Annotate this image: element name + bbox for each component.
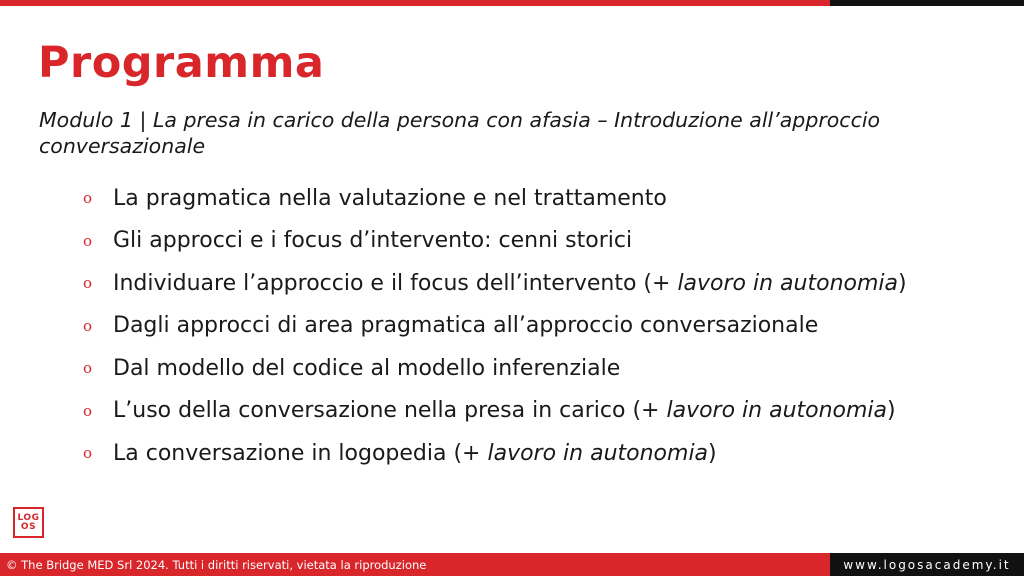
footer-copyright: © The Bridge MED Srl 2024. Tutti i diritti riservati, vietata la riproduzione (6, 557, 427, 572)
slide-subtitle: Modulo 1 | La presa in carico della persona con afasia – Introduzione all’approccio conversazionale (39, 108, 881, 158)
list-item-note-open: (+ (453, 440, 488, 466)
list-item (83, 390, 907, 433)
top-dark-bar (830, 0, 1024, 6)
slide-title: Programma (38, 38, 325, 88)
list-item (83, 177, 907, 220)
list-item-note-close: ) (887, 398, 896, 424)
list-item-note-close: ) (708, 440, 717, 466)
list-item-note-open: (+ (632, 398, 667, 424)
list-item-text: La conversazione in logopedia (113, 440, 454, 466)
bullet-icon: o (83, 274, 93, 293)
footer-url[interactable]: www.logosacademy.it (843, 557, 1011, 572)
footer-bar (0, 553, 830, 576)
list-item-text: Individuare l’approccio e il focus dell’intervento (113, 270, 644, 296)
list-item-note: lavoro in autonomia (666, 398, 888, 424)
list-item-text: Gli approcci e i focus d’intervento: cenni storici (113, 228, 633, 254)
list-item-text: L’uso della conversazione nella presa in carico (113, 398, 633, 424)
bullet-icon: o (83, 189, 93, 208)
bullet-icon: o (83, 316, 93, 335)
list-item-text: La pragmatica nella valutazione e nel trattamento (113, 185, 667, 211)
list-item (83, 347, 907, 390)
logos-logo (13, 507, 44, 538)
logo-line-1: LOG (17, 512, 40, 523)
list-item (83, 262, 907, 305)
footer-url-bar (830, 553, 1024, 576)
logo-line-2: OS (20, 521, 37, 532)
list-item (83, 305, 907, 348)
list-item-note-close: ) (898, 270, 907, 296)
list-item-note-open: (+ (643, 270, 678, 296)
list-item (83, 432, 907, 475)
top-accent-bar (0, 0, 830, 6)
bullet-icon: o (83, 444, 93, 463)
bullet-icon: o (83, 359, 93, 378)
bullet-icon: o (83, 231, 93, 250)
bullet-icon: o (83, 401, 93, 420)
list-item-text: Dal modello del codice al modello inferenziale (113, 355, 621, 381)
list-item (83, 220, 907, 263)
list-item-note: lavoro in autonomia (677, 270, 898, 296)
list-item-note: lavoro in autonomia (487, 440, 709, 466)
program-list (83, 177, 907, 475)
list-item-text: Dagli approcci di area pragmatica all’approccio conversazionale (113, 313, 819, 339)
